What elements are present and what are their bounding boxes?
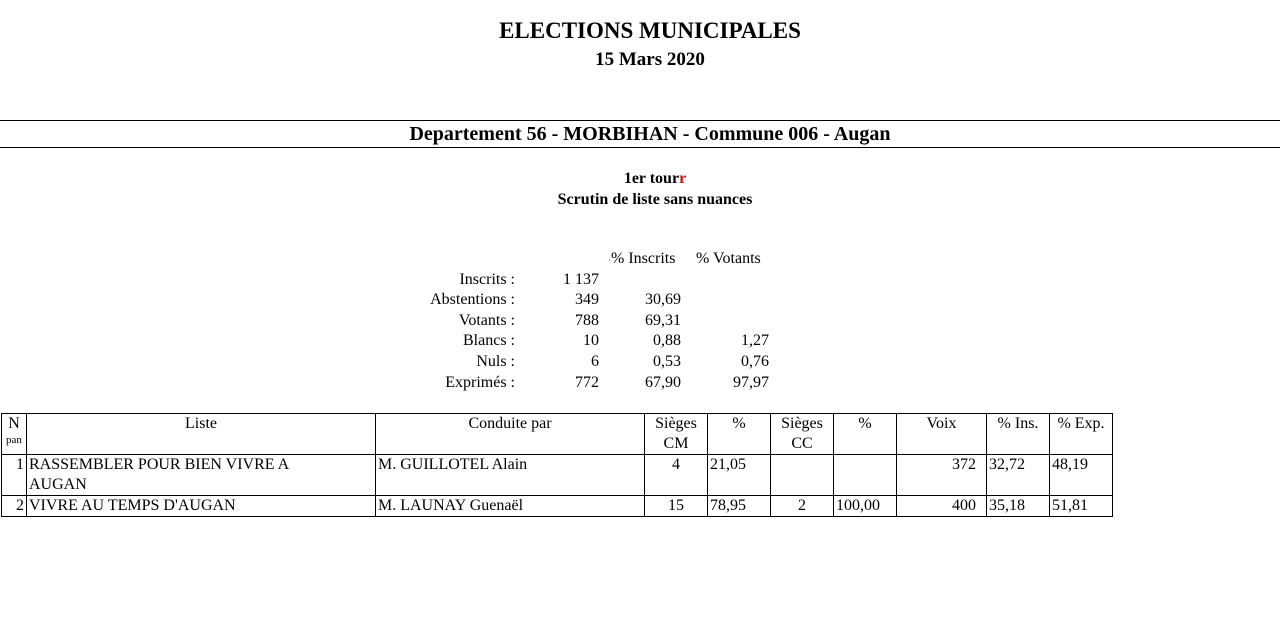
location-text: Departement 56 - MORBIHAN - Commune 006 - Augan — [409, 123, 891, 145]
col-header-pct-ins: % Ins. — [987, 414, 1050, 455]
col-header-sieges-cm-line1: Sièges — [655, 415, 697, 432]
stats-header-pct-inscrits-label: % Inscrits — [611, 250, 676, 267]
cell-conduite: M. LAUNAY Guenaël — [376, 496, 645, 517]
col-header-pct-cm: % — [708, 414, 771, 455]
cell-conduite: M. GUILLOTEL Alain — [376, 455, 645, 496]
cell-sieges-cc: 2 — [771, 496, 834, 517]
cell-pct-ins: 32,72 — [987, 455, 1050, 496]
stats-label-abstentions: Abstentions : — [430, 291, 515, 308]
col-header-sieges-cm-line2: CM — [663, 435, 689, 452]
stats-count-inscrits: 1 137 — [563, 271, 599, 288]
cell-voix: 372 — [897, 455, 987, 496]
round-title-text: 1er tour — [623, 170, 680, 187]
cell-sieges-cm: 4 — [645, 455, 708, 496]
round-subtitle: Scrutin de liste sans nuances — [557, 191, 753, 208]
col-header-n — [2, 414, 27, 455]
table-row — [2, 496, 1113, 517]
cell-n: 2 — [2, 496, 27, 517]
cell-pct-ins: 35,18 — [987, 496, 1050, 517]
stats-count-votants: 788 — [575, 312, 599, 329]
col-header-sieges-cm — [645, 414, 708, 455]
stats-pct-votants-exprimes: 97,97 — [733, 374, 769, 391]
stats-label-votants: Votants : — [458, 312, 515, 329]
stats-label-inscrits: Inscrits : — [459, 271, 515, 288]
stats-count-abstentions: 349 — [575, 291, 599, 308]
cell-n: 1 — [2, 455, 27, 496]
page-title: ELECTIONS MUNICIPALES — [499, 18, 801, 43]
col-header-n-label: N — [8, 415, 20, 432]
stats-count-exprimes: 772 — [575, 374, 599, 391]
cell-pct-exp: 51,81 — [1050, 496, 1113, 517]
col-header-sieges-cc — [771, 414, 834, 455]
stats-count-nuls: 6 — [591, 353, 599, 370]
col-header-pan-label: pan — [6, 434, 22, 446]
table-row — [2, 455, 1113, 496]
stats-pct-inscrits-nuls: 0,53 — [653, 353, 681, 370]
cell-sieges-cc — [771, 455, 834, 496]
cell-voix: 400 — [897, 496, 987, 517]
results-table — [1, 413, 1113, 517]
cell-liste-line1: RASSEMBLER POUR BIEN VIVRE A — [29, 456, 290, 473]
cell-liste-line2: AUGAN — [29, 476, 87, 493]
col-header-sieges-cc-line1: Sièges — [781, 415, 823, 432]
stats-pct-inscrits-blancs: 0,88 — [653, 332, 681, 349]
stats-pct-votants-nuls: 0,76 — [741, 353, 769, 370]
stats-pct-inscrits-abstentions: 30,69 — [645, 291, 681, 308]
cell-pct-cm: 78,95 — [708, 496, 771, 517]
round-title-mark: r — [679, 170, 687, 187]
cell-liste: VIVRE AU TEMPS D'AUGAN — [27, 496, 376, 517]
stats-pct-votants-blancs: 1,27 — [741, 332, 769, 349]
cell-pct-cc: 100,00 — [834, 496, 897, 517]
stats-header-mark: · — [608, 255, 611, 265]
cell-liste — [27, 455, 376, 496]
election-date: 15 Mars 2020 — [595, 49, 705, 70]
stats-count-blancs: 10 — [583, 332, 599, 349]
stats-label-nuls: Nuls : — [476, 353, 515, 370]
stats-pct-inscrits-exprimes: 67,90 — [645, 374, 681, 391]
col-header-sieges-cc-line2: CC — [791, 435, 813, 452]
col-header-liste: Liste — [27, 414, 376, 455]
results-header-row — [2, 414, 1113, 455]
col-header-pct-cc: % — [834, 414, 897, 455]
cell-sieges-cm: 15 — [645, 496, 708, 517]
cell-pct-exp: 48,19 — [1050, 455, 1113, 496]
cell-pct-cm: 21,05 — [708, 455, 771, 496]
stats-header-pct-votants: % Votants — [696, 250, 761, 267]
stats-label-blancs: Blancs : — [463, 332, 515, 349]
stats-label-exprimes: Exprimés : — [445, 374, 515, 391]
col-header-pct-exp: % Exp. — [1050, 414, 1113, 455]
stats-pct-inscrits-votants: 69,31 — [645, 312, 681, 329]
col-header-conduite: Conduite par — [376, 414, 645, 455]
stats-header-pct-inscrits — [608, 250, 676, 268]
col-header-voix: Voix — [897, 414, 987, 455]
cell-pct-cc — [834, 455, 897, 496]
